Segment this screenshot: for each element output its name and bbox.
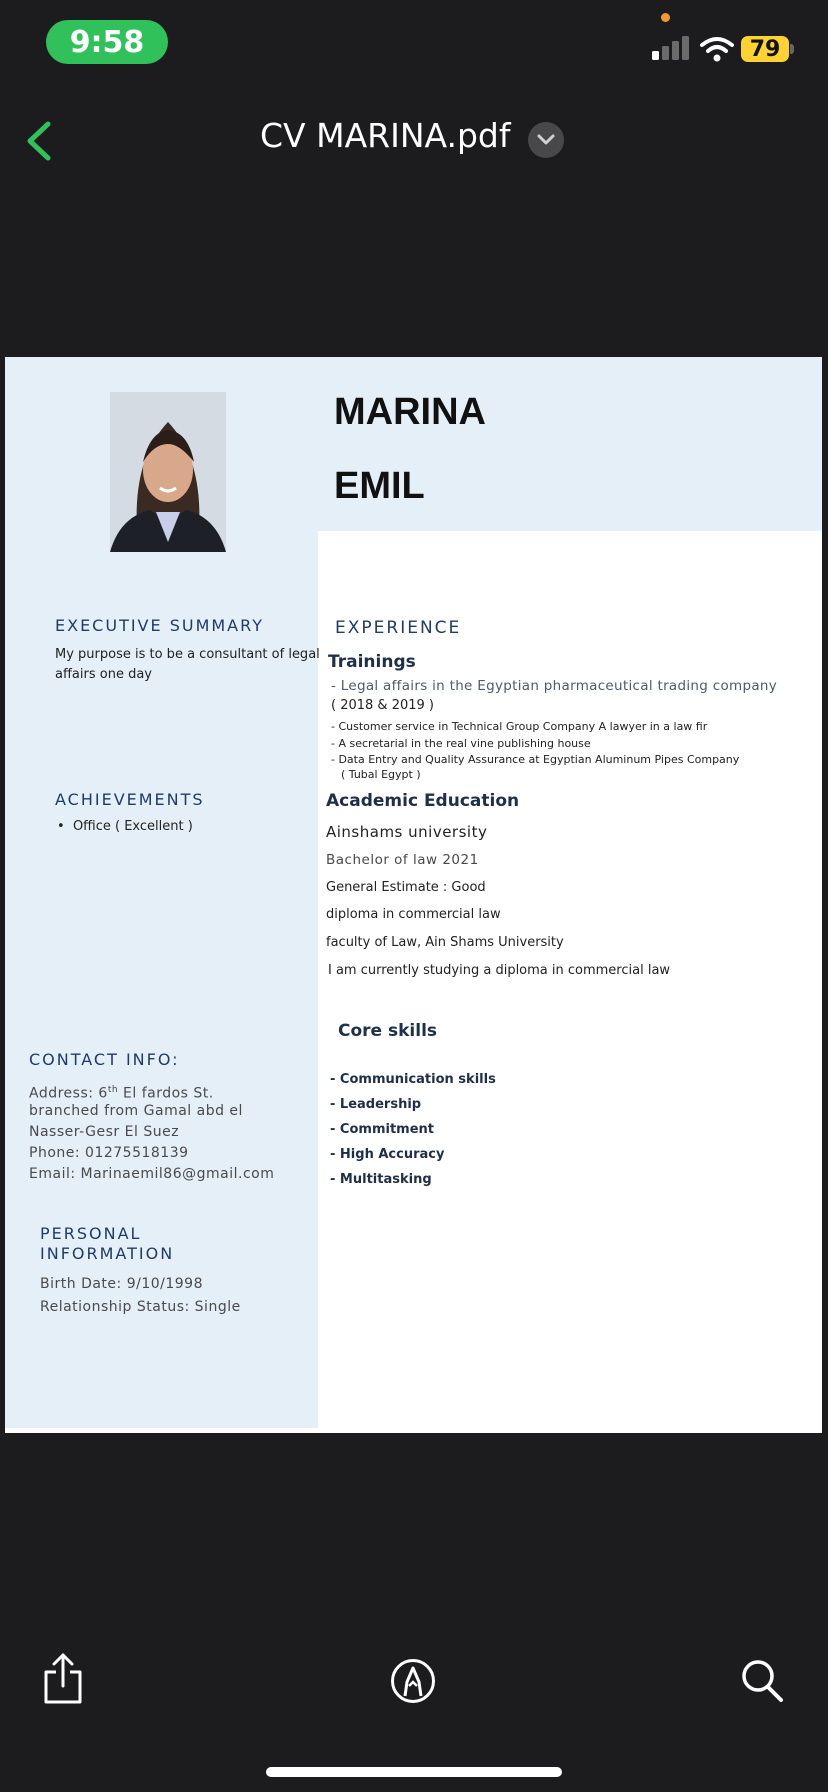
- skill-item: - High Accuracy: [330, 1147, 445, 1162]
- executive-summary-line2: affairs one day: [55, 667, 152, 682]
- markup-pen-icon[interactable]: [390, 1658, 436, 1704]
- relationship-status: Relationship Status: Single: [40, 1299, 241, 1315]
- experience-heading: EXPERIENCE: [335, 618, 462, 638]
- education-university: Ainshams university: [326, 823, 488, 841]
- chevron-down-icon: [537, 134, 555, 146]
- cv-last-name: EMIL: [334, 465, 425, 507]
- training-line5: - Data Entry and Quality Assurance at Egyptian Aluminum Pipes Company: [331, 753, 740, 766]
- contact-email: Email: Marinaemil86@gmail.com: [29, 1166, 275, 1182]
- cv-first-name: MARINA: [334, 391, 486, 433]
- search-icon[interactable]: [740, 1658, 784, 1704]
- skill-item: - Communication skills: [330, 1072, 496, 1087]
- wifi-icon: [700, 36, 734, 62]
- birth-date: Birth Date: 9/10/1998: [40, 1276, 203, 1292]
- pdf-page[interactable]: [5, 357, 822, 1433]
- training-line1: - Legal affairs in the Egyptian pharmaceutical trading company: [331, 678, 778, 694]
- document-title[interactable]: CV MARINA.pdf: [260, 116, 511, 155]
- executive-summary-heading: EXECUTIVE SUMMARY: [55, 616, 264, 635]
- executive-summary-line1: My purpose is to be a consultant of legal: [55, 647, 320, 662]
- training-line3: - Customer service in Technical Group Company A lawyer in a law fir: [331, 720, 708, 733]
- trainings-heading: Trainings: [328, 652, 416, 672]
- share-icon[interactable]: [42, 1652, 84, 1706]
- status-time: 9:58: [46, 20, 168, 64]
- cellular-signal-icon: [652, 36, 692, 60]
- achievement-item: • Office ( Excellent ): [57, 819, 193, 834]
- contact-address-line1: Address: 6th El fardos St.: [29, 1085, 214, 1102]
- training-line2: ( 2018 & 2019 ): [331, 698, 434, 713]
- contact-phone: Phone: 01275518139: [29, 1145, 189, 1161]
- privacy-indicator-dot: [661, 13, 670, 22]
- academic-education-heading: Academic Education: [326, 791, 520, 811]
- personal-info-heading-line2: INFORMATION: [40, 1244, 175, 1263]
- battery-indicator: 79: [741, 36, 789, 62]
- home-indicator[interactable]: [266, 1767, 562, 1777]
- education-faculty: faculty of Law, Ain Shams University: [326, 935, 564, 950]
- skill-item: - Leadership: [330, 1097, 422, 1112]
- achievements-heading: ACHIEVEMENTS: [55, 790, 205, 809]
- contact-address-line2: branched from Gamal abd el: [29, 1103, 243, 1119]
- contact-heading: CONTACT INFO:: [29, 1050, 180, 1069]
- contact-address-line3: Nasser-Gesr El Suez: [29, 1124, 180, 1140]
- training-line6: ( Tubal Egypt ): [341, 768, 421, 781]
- education-degree: Bachelor of law 2021: [326, 852, 479, 868]
- profile-photo: [110, 392, 226, 552]
- skill-item: - Commitment: [330, 1122, 434, 1137]
- education-current-study: I am currently studying a diploma in commercial law: [328, 963, 671, 978]
- battery-cap: [790, 44, 794, 54]
- education-diploma: diploma in commercial law: [326, 907, 501, 922]
- back-chevron-icon[interactable]: [22, 118, 58, 164]
- training-line4: - A secretarial in the real vine publishing house: [331, 737, 591, 750]
- core-skills-heading: Core skills: [338, 1021, 438, 1041]
- skill-item: - Multitasking: [330, 1172, 432, 1187]
- title-menu-button[interactable]: [528, 122, 564, 158]
- education-estimate: General Estimate : Good: [326, 880, 486, 895]
- personal-info-heading-line1: PERSONAL: [40, 1224, 142, 1243]
